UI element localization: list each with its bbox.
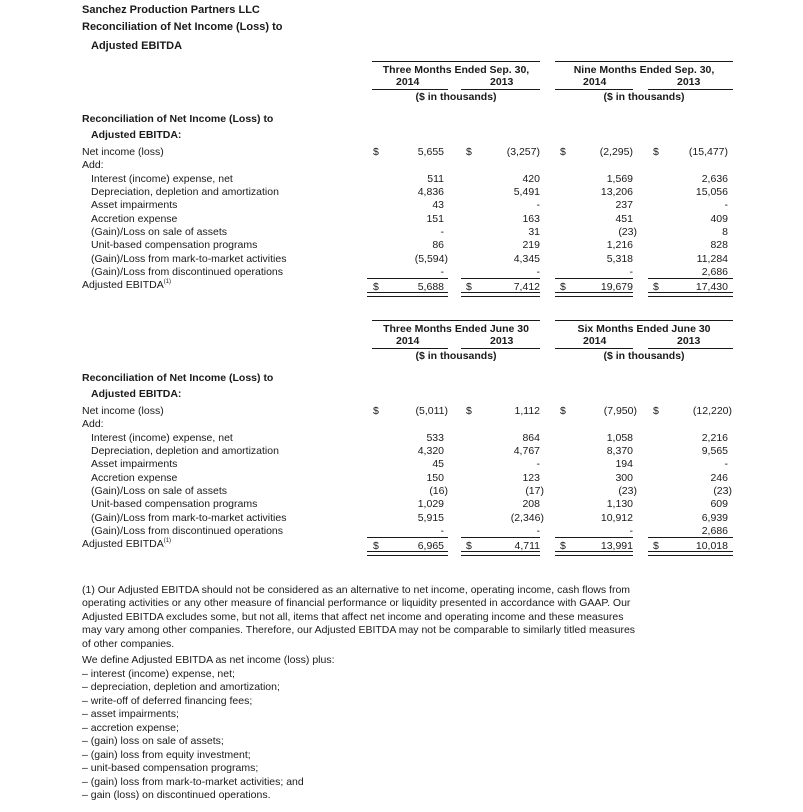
cell-value: (5,011) — [415, 405, 448, 417]
cell-value: 10,018 — [695, 540, 728, 552]
row-label: (Gain)/Loss on sale of assets — [91, 226, 227, 238]
cell-value: 6,965 — [417, 540, 444, 552]
cell-value: 10,912 — [600, 512, 633, 524]
cell-value: 533 — [426, 432, 444, 444]
dollar-sign: $ — [560, 146, 566, 158]
year-header: 2013 — [677, 335, 701, 347]
cell-value: - — [440, 226, 444, 238]
row-label: (Gain)/Loss from mark-to-market activities — [91, 512, 287, 524]
cell-value: 2,686 — [701, 266, 728, 278]
dollar-sign: $ — [373, 281, 379, 293]
units-label: ($ in thousands) — [603, 350, 685, 362]
dollar-sign: $ — [653, 281, 659, 293]
cell-value: 2,216 — [701, 432, 728, 444]
dollar-sign: $ — [653, 405, 659, 417]
footnote: (1) Our Adjusted EBITDA should not be considered as an alternative to net income, operating income, cash flows from operating activities or any other measure of financial performance or liquidity presented in accordance with GAAP. Our Adjusted EBITDA excludes some, but not all, items that affect net income and operating income and these measures may vary among other companies. Therefore, our Adjusted EBITDA may not be comparable to similarly titled measures of other companies. — [82, 584, 636, 650]
period-header: Three Months Ended June 30 — [383, 323, 529, 335]
cell-value: 5,655 — [417, 146, 444, 158]
dollar-sign: $ — [560, 405, 566, 417]
section-title: Reconciliation of Net Income (Loss) to — [82, 372, 274, 384]
cell-value: (23) — [618, 226, 637, 238]
year-header: 2014 — [583, 335, 607, 347]
dollar-sign: $ — [373, 405, 379, 417]
cell-value: (2,346) — [510, 512, 544, 524]
cell-value: 828 — [710, 239, 728, 251]
add-label: Add: — [82, 159, 104, 171]
cell-value: 15,056 — [695, 186, 728, 198]
dollar-sign: $ — [653, 540, 659, 552]
period-header: Six Months Ended June 30 — [577, 323, 711, 335]
cell-value: 19,679 — [600, 281, 633, 293]
cell-value: 2,686 — [701, 525, 728, 537]
document-title-line2: Adjusted EBITDA — [91, 40, 183, 52]
cell-value: (15,477) — [688, 146, 728, 158]
add-label: Add: — [82, 418, 104, 430]
document-title-line1: Reconciliation of Net Income (Loss) to — [82, 21, 283, 33]
cell-value: 4,767 — [513, 445, 540, 457]
cell-value: 1,569 — [606, 173, 633, 185]
year-header: 2013 — [490, 76, 514, 88]
dollar-sign: $ — [373, 540, 379, 552]
row-label: Accretion expense — [91, 472, 178, 484]
row-label: (Gain)/Loss on sale of assets — [91, 485, 227, 497]
cell-value: 6,939 — [701, 512, 728, 524]
row-label: Asset impairments — [91, 199, 178, 211]
period-header: Three Months Ended Sep. 30, — [382, 64, 530, 76]
cell-value: 163 — [522, 213, 540, 225]
list-item: – depreciation, depletion and amortization; — [82, 681, 280, 693]
cell-value: 11,284 — [696, 253, 728, 265]
row-label: Net income (loss) — [82, 405, 164, 417]
cell-value: - — [724, 199, 728, 211]
row-label: Accretion expense — [91, 213, 178, 225]
list-item: – interest (income) expense, net; — [82, 668, 235, 680]
row-label: Net income (loss) — [82, 146, 164, 158]
row-label: Unit-based compensation programs — [91, 239, 258, 251]
row-label: Unit-based compensation programs — [91, 498, 258, 510]
list-item: – unit-based compensation programs; — [82, 762, 259, 774]
cell-value: 4,320 — [417, 445, 444, 457]
cell-value: 31 — [528, 226, 540, 238]
row-label: (Gain)/Loss from mark-to-market activities — [91, 253, 287, 265]
cell-value: 5,915 — [417, 512, 444, 524]
cell-value: 2,636 — [701, 173, 728, 185]
dollar-sign: $ — [560, 540, 566, 552]
row-label: Depreciation, depletion and amortization — [91, 445, 279, 457]
cell-value: 208 — [522, 498, 540, 510]
cell-value: - — [440, 266, 444, 278]
cell-value: 8 — [722, 226, 728, 238]
year-header: 2014 — [396, 76, 420, 88]
cell-value: 420 — [522, 173, 540, 185]
cell-value: (23) — [618, 485, 637, 497]
cell-value: 1,216 — [606, 239, 633, 251]
cell-value: 5,318 — [606, 253, 633, 265]
cell-value: 1,058 — [606, 432, 633, 444]
units-label: ($ in thousands) — [415, 91, 497, 103]
cell-value: (12,220) — [692, 405, 732, 417]
cell-value: (7,950) — [603, 405, 637, 417]
cell-value: 4,836 — [417, 186, 444, 198]
row-label: Asset impairments — [91, 458, 178, 470]
section-title: Adjusted EBITDA: — [91, 388, 182, 400]
year-header: 2013 — [490, 335, 514, 347]
definition-intro: We define Adjusted EBITDA as net income (loss) plus: — [82, 654, 335, 666]
cell-value: 45 — [432, 458, 444, 470]
cell-value: - — [536, 266, 540, 278]
cell-value: 609 — [710, 498, 728, 510]
dollar-sign: $ — [560, 281, 566, 293]
company-name: Sanchez Production Partners LLC — [82, 4, 260, 16]
list-item: – (gain) loss from equity investment; — [82, 749, 251, 761]
list-item: – (gain) loss from mark-to-market activities; and — [82, 776, 304, 788]
dollar-sign: $ — [466, 281, 472, 293]
cell-value: (17) — [525, 485, 544, 497]
list-item: – gain (loss) on discontinued operations. — [82, 789, 271, 801]
units-label: ($ in thousands) — [415, 350, 497, 362]
cell-value: 13,206 — [600, 186, 633, 198]
cell-value: 1,130 — [606, 498, 633, 510]
cell-value: 511 — [427, 173, 444, 185]
cell-value: - — [629, 266, 633, 278]
cell-value: 43 — [432, 199, 444, 211]
cell-value: 5,491 — [513, 186, 540, 198]
row-label: (Gain)/Loss from discontinued operations — [91, 266, 284, 278]
cell-value: 7,412 — [513, 281, 540, 293]
cell-value: 246 — [710, 472, 728, 484]
row-label: Adjusted EBITDA$^{(1)}$ — [82, 538, 172, 550]
list-item: – (gain) loss on sale of assets; — [82, 735, 224, 747]
cell-value: (3,257) — [506, 146, 540, 158]
cell-value: 9,565 — [701, 445, 728, 457]
cell-value: - — [440, 525, 444, 537]
list-item: – write-off of deferred financing fees; — [82, 695, 253, 707]
cell-value: 1,029 — [417, 498, 444, 510]
cell-value: 300 — [615, 472, 633, 484]
cell-value: - — [629, 525, 633, 537]
units-label: ($ in thousands) — [603, 91, 685, 103]
dollar-sign: $ — [466, 405, 472, 417]
cell-value: 5,688 — [417, 281, 444, 293]
cell-value: 864 — [522, 432, 540, 444]
year-header: 2014 — [583, 76, 607, 88]
cell-value: - — [536, 458, 540, 470]
list-item: – asset impairments; — [82, 708, 179, 720]
cell-value: 86 — [432, 239, 444, 251]
dollar-sign: $ — [466, 540, 472, 552]
list-item: – accretion expense; — [82, 722, 179, 734]
dollar-sign: $ — [466, 146, 472, 158]
cell-value: - — [536, 525, 540, 537]
cell-value: (5,594) — [414, 253, 448, 265]
cell-value: 219 — [522, 239, 540, 251]
section-title: Adjusted EBITDA: — [91, 129, 182, 141]
dollar-sign: $ — [653, 146, 659, 158]
cell-value: (2,295) — [599, 146, 633, 158]
cell-value: 151 — [426, 213, 444, 225]
cell-value: - — [536, 199, 540, 211]
dollar-sign: $ — [373, 146, 379, 158]
row-label: (Gain)/Loss from discontinued operations — [91, 525, 284, 537]
cell-value: 8,370 — [606, 445, 633, 457]
row-label: Interest (income) expense, net — [91, 432, 233, 444]
year-header: 2013 — [677, 76, 701, 88]
cell-value: 1,112 — [514, 405, 540, 417]
cell-value: 13,991 — [600, 540, 633, 552]
cell-value: 451 — [615, 213, 633, 225]
cell-value: - — [724, 458, 728, 470]
cell-value: 4,711 — [514, 540, 540, 552]
cell-value: 409 — [710, 213, 728, 225]
cell-value: 4,345 — [513, 253, 540, 265]
row-label: Interest (income) expense, net — [91, 173, 233, 185]
row-label: Adjusted EBITDA$^{(1)}$ — [82, 279, 172, 291]
row-label: Depreciation, depletion and amortization — [91, 186, 279, 198]
section-title: Reconciliation of Net Income (Loss) to — [82, 113, 274, 125]
cell-value: (16) — [429, 485, 448, 497]
year-header: 2014 — [396, 335, 420, 347]
cell-value: (23) — [713, 485, 732, 497]
cell-value: 150 — [426, 472, 444, 484]
cell-value: 17,430 — [695, 281, 728, 293]
period-header: Nine Months Ended Sep. 30, — [573, 64, 715, 76]
cell-value: 123 — [522, 472, 540, 484]
cell-value: 237 — [615, 199, 633, 211]
cell-value: 194 — [615, 458, 633, 470]
